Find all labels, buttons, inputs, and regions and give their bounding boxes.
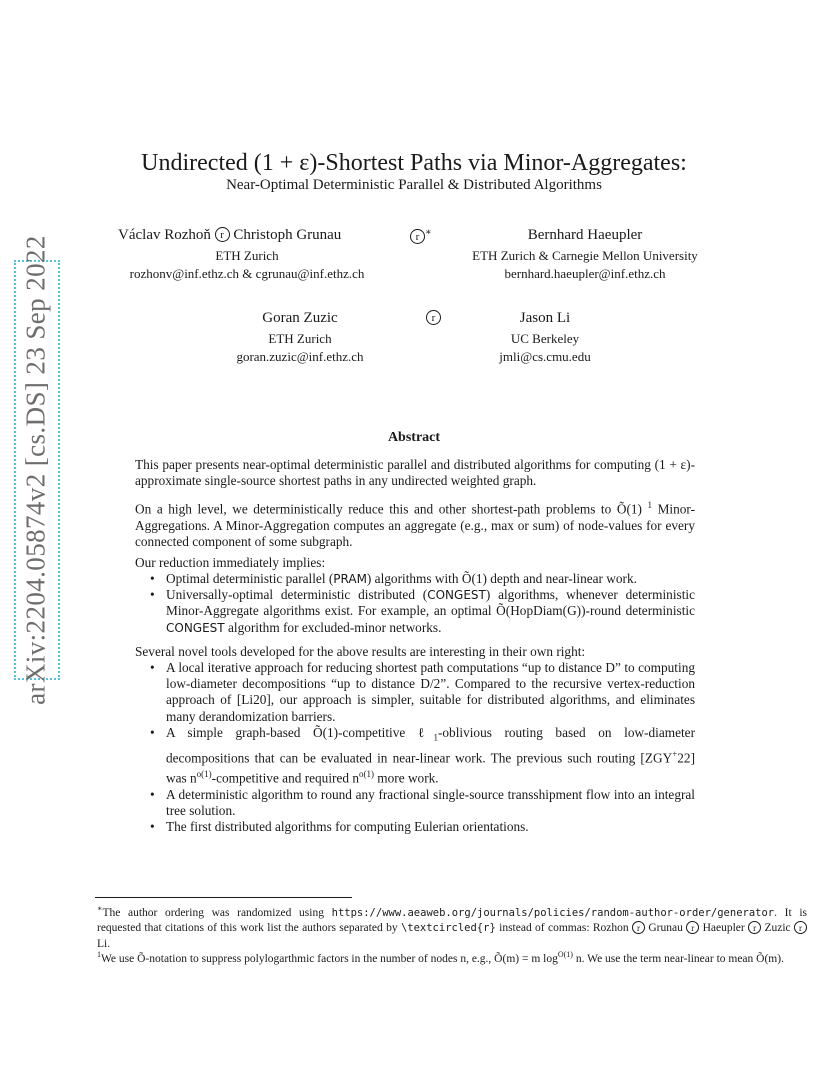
fn2-sup: O(1) (557, 950, 573, 959)
t2-sup-o1: o(1) (196, 769, 212, 780)
b2-congest: CONGEST (427, 588, 486, 603)
t2-text-c: 22] was n (166, 750, 695, 786)
arxiv-identifier: arXiv:2204.05874v2 [cs.DS] 23 Sep 2022 (20, 235, 51, 705)
email-haeupler: bernhard.haeupler@inf.ethz.ch (504, 266, 666, 281)
fn1-grunau: Grunau (648, 922, 683, 935)
fn1-zuzic: Zuzic (764, 922, 791, 935)
t2-sup-o1-b: o(1) (358, 769, 374, 780)
author-grunau: Christoph Grunau (233, 227, 342, 243)
fn2-text-a: We use Õ-notation to suppress polylogarthmic factors in the number of nodes n, e.g., Õ(m) = m log (101, 952, 558, 965)
footnote-2 (97, 947, 807, 967)
author-haeupler: Bernhard Haeupler (527, 227, 643, 243)
list-item: • A deterministic algorithm to round any fractional single-source transshipment flow into an integral tree solution. (150, 787, 695, 819)
circled-r-icon: r (632, 921, 645, 934)
b1-pram: PRAM (333, 572, 367, 586)
abstract-paragraph-4: Several novel tools developed for the above results are interesting in their own right: (135, 644, 586, 659)
p2-text-b: Minor-Aggregations. A Minor-Aggregation computes an aggregate (e.g., max or sum) of node-values for every connected component of some subgraph. (135, 501, 696, 549)
email-rozhon-grunau: rozhonv@inf.ethz.ch & cgrunau@inf.ethz.ch (129, 266, 365, 281)
b1-text-b: ) algorithms with Õ(1) depth and near-linear work. (366, 571, 637, 586)
fn2-text-b: n. We use the term near-linear to mean Õ(m). (572, 952, 784, 965)
fn1-command: \textcircled{r} (400, 922, 496, 935)
circled-r-icon: r (410, 229, 425, 244)
author-zuzic: Goran Zuzic (262, 310, 338, 326)
circled-r-icon: r (794, 921, 807, 934)
t2-text-b: -oblivious routing based on low-diameter decompositions that can be evaluated in near-linear work. The previous such routing [ZGY (166, 724, 696, 766)
abstract-paragraph-2 (135, 497, 695, 550)
list-item (150, 587, 695, 636)
tools-list (150, 660, 695, 836)
circled-r-icon: r (686, 921, 699, 934)
author-separator (410, 227, 432, 246)
footnote-rule (95, 897, 352, 898)
abstract-heading: Abstract (387, 430, 441, 445)
t2-text-e: more work. (373, 770, 439, 786)
email-zuzic: goran.zuzic@inf.ethz.ch (236, 349, 364, 364)
author-li: Jason Li (519, 310, 571, 326)
b2-text-b: ) algorithms, whenever deterministic Minor-Aggregate algorithms exist. For example, an optimal Õ(HopDiam(G))-round deterministic (166, 587, 695, 619)
fn1-text-c: instead of commas: Rozhon (499, 922, 629, 935)
footnote-1 (97, 901, 807, 952)
fn2-mark: 1 (97, 950, 101, 959)
fn1-li: Li. (97, 937, 111, 950)
fn1-haeupler: Haeupler (702, 922, 745, 935)
paper-subtitle: Near-Optimal Deterministic Parallel & Distributed Algorithms (226, 177, 602, 193)
abstract-paragraph-1: This paper presents near-optimal deterministic parallel and distributed algorithms for computing (1 + ε)-approximate single-source shortest paths in any undirected weighted graph. (135, 457, 695, 489)
author-rozhon: Václav Rozhoň (118, 227, 211, 243)
circled-r-icon: r (426, 310, 441, 325)
fn1-text-a: The author ordering was randomized using (102, 906, 324, 919)
affil-eth-1: ETH Zurich (215, 248, 279, 263)
circled-r-icon: r (215, 227, 230, 242)
t2-text-d: -competitive and required n (211, 770, 359, 786)
affil-eth-cmu: ETH Zurich & Carnegie Mellon University (472, 248, 698, 263)
footnote-mark-1: 1 (647, 500, 653, 510)
implications-list (150, 571, 695, 636)
fn1-url: https://www.aeaweb.org/journals/policies/random-author-order/generator (331, 906, 775, 919)
list-item: • A local iterative approach for reducing shortest path computations “up to distance D” to computing low-diameter decompositions “up to distance D/2”. Compared to the recursive vertex-reduction approach of [Li20], our approach is simpler, suitable for distributed algorithms, and eliminates many derandomization barriers. (150, 660, 695, 725)
list-item (150, 571, 695, 587)
b2-text-a: Universally-optimal deterministic distributed ( (166, 587, 428, 603)
abstract-paragraph-3: Our reduction immediately implies: (135, 555, 326, 570)
b1-text-a: Optimal deterministic parallel ( (166, 571, 334, 586)
p2-text-a: On a high level, we deterministically reduce this and other shortest-path problems to Õ(1) (135, 501, 642, 517)
author-separator-2 (426, 310, 441, 327)
affil-berkeley: UC Berkeley (510, 331, 580, 346)
b2-congest-2: CONGEST (166, 620, 225, 635)
author-row1-names (118, 227, 341, 244)
list-item: • The first distributed algorithms for computing Eulerian orientations. (150, 819, 695, 835)
paper-title: Undirected (1 + ε)-Shortest Paths via Minor-Aggregates: (141, 150, 687, 176)
fn1-text-b: . It is requested that citations of this work list the authors separated by (97, 906, 807, 935)
t2-text-a: A simple graph-based Õ(1)-competitive ℓ (166, 724, 434, 740)
affil-eth-2: ETH Zurich (268, 331, 332, 346)
fn1-mark: ∗ (97, 904, 103, 913)
circled-r-icon: r (748, 921, 761, 934)
t2-subscript: 1 (433, 732, 438, 743)
footnote-star: ∗ (425, 227, 432, 238)
b2-text-c: algorithm for excluded-minor networks. (227, 619, 442, 635)
list-item (150, 725, 695, 787)
email-li: jmli@cs.cmu.edu (499, 349, 591, 364)
t2-sup-plus: + (672, 748, 678, 759)
